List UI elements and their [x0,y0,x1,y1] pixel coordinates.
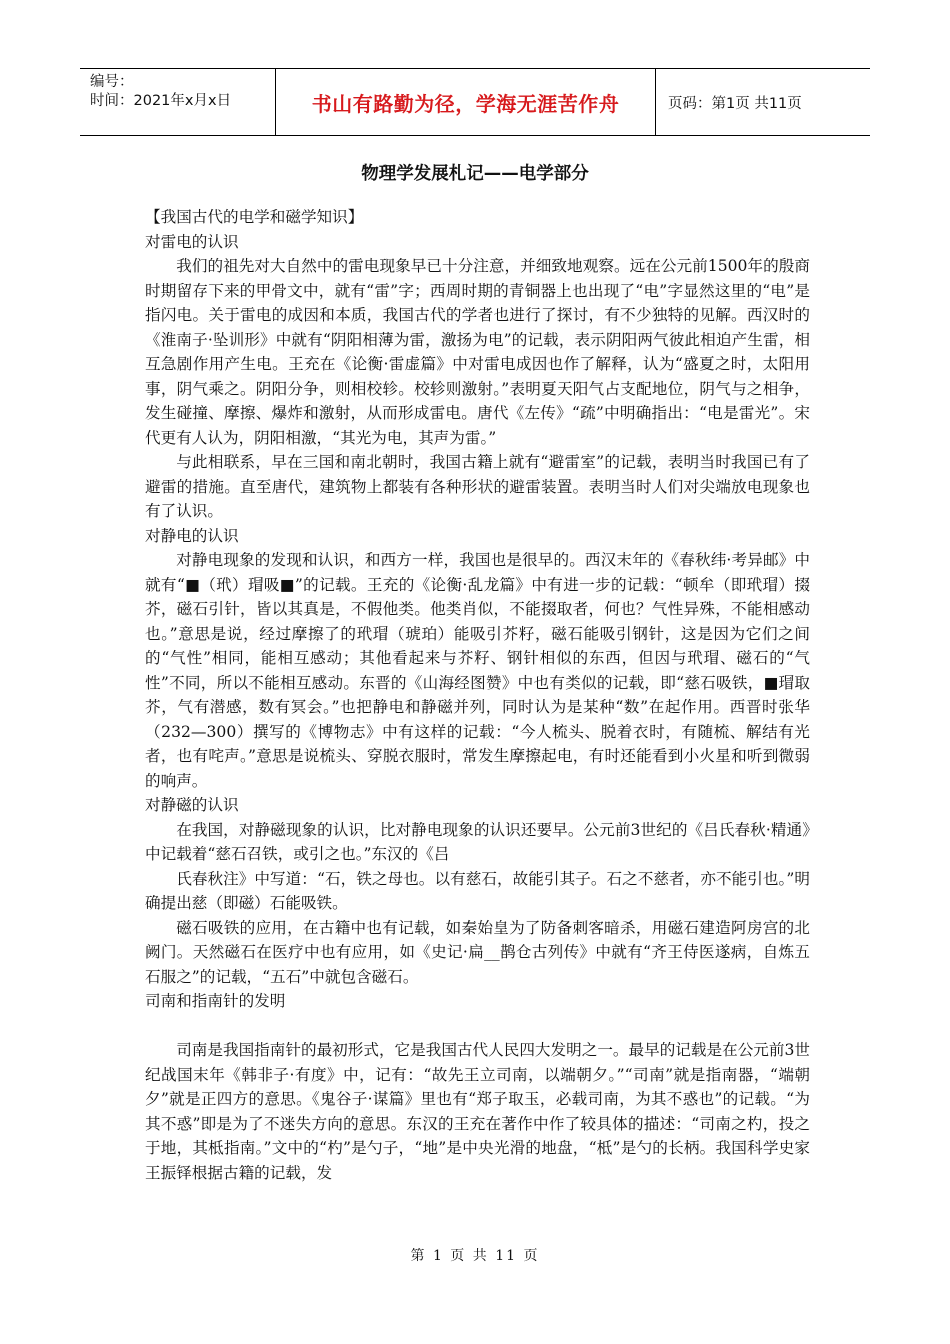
section-heading: 【我国古代的电学和磁学知识】 [145,208,364,226]
page-footer: 第 1 页 共 11 页 [410,1248,540,1264]
header-motto-cell [276,69,656,135]
document-title: 物理学发展札记——电学部分 [361,164,589,184]
body-paragraph: 司南是我国指南针的最初形式，它是我国古代人民四大发明之一。最早的记载是在公元前3世纪战国末年《韩非子·有度》中，记有：“故先王立司南，以端朝夕。”“司南”就是指南器，“端朝夕”就是正四方的意思。《鬼谷子·谋篇》里也有“郑子取玉，必载司南，为其不惑也”的记载。“为其不惑”即是为了不迷失方向的意思。东汉的王充在著作中作了较具体的描述：“司南之杓，投之于地，其柢指南。”文中的“杓”是勺子，“地”是中央光滑的地盘，“柢”是勺的长柄。我国科学史家王振铎根据古籍的记载，发 [145,1041,810,1182]
subsection-heading: 对静电的认识 [145,526,239,545]
body-paragraph: 对静电现象的发现和认识，和西方一样，我国也是很早的。西汉末年的《春秋纬·考异邮》中就有“■（玳）瑁吸■”的记载。王充的《论衡·乱龙篇》中有进一步的记载：“顿牟（即玳瑁）掇芥，磁石引针，皆以其真是，不假他类。他类肖似，不能掇取者，何也？气性异殊，不能相感动也。”意思是说，经过摩擦了的玳瑁（琥珀）能吸引芥籽，磁石能吸引钢针，这是因为它们之间的“气性”相同，能相互感动；其他看起来与芥籽、钢针相似的东西，但因与玳瑁、磁石的“气性”不同，所以不能相互感动。东晋的《山海经图赞》中也有类似的记载，即“慈石吸铁，■瑁取芥，气有潜感，数有冥会。”也把静电和静磁并列，同时认为是某种“数”在起作用。西晋时张华（232—300）撰写的《博物志》中有这样的记载：“今人梳头、脱着衣时，有随梳、解结有光者，也有咤声。”意思是说梳头、穿脱衣服时，常发生摩擦起电，有时还能看到小火星和听到微弱的响声。 [145,551,810,790]
header-meta-cell [80,69,276,135]
document-number-label: 编号： [90,74,134,90]
header-motto: 书山有路勤为径，学海无涯苦作舟 [311,91,620,116]
body-paragraph: 磁石吸铁的应用，在古籍中也有记载，如秦始皇为了防备刺客暗杀，用磁石建造阿房宫的北阙门。天然磁石在医疗中也有应用，如《史记·扁__鹊仓古列传》中就有“齐王侍医遂病，自炼五石服之”的记载，“五石”中就包含磁石。 [145,918,810,986]
body-paragraph: 我们的祖先对大自然中的雷电现象早已十分注意，并细致地观察。远在公元前1500年的殷商时期留存下来的甲骨文中，就有“雷”字；西周时期的青铜器上也出现了“电”字显然这里的“电”是指闪电。关于雷电的成因和本质，我国古代的学者也进行了探讨，有不少独特的见解。西汉时的《淮南子·坠训形》中就有“阴阳相薄为雷，激扬为电”的记载，表示阴阳两气彼此相迫产生雷，相互急剧作用产生电。王充在《论衡·雷虚篇》中对雷电成因也作了解释，认为“盛夏之时，太阳用事，阴气乘之。阴阳分争，则相校轸。校轸则激射。”表明夏天阳气占支配地位，阴气与之相争，发生碰撞、摩擦、爆炸和激射，从而形成雷电。唐代《左传》“疏”中明确指出：“电是雷光”。宋代更有人认为，阴阳相激，“其光为电，其声为雷。” [145,257,810,447]
blank-line [145,1014,810,1039]
body-paragraph: 在我国，对静磁现象的认识，比对静电现象的认识还要早。公元前3世纪的《吕氏春秋·精通》中记载着“慈石召铁，或引之也。”东汉的《吕 [145,820,810,863]
body-paragraph: 氏春秋注》中写道：“石，铁之母也。以有慈石，故能引其子。石之不慈者，亦不能引也。”明确提出慈（即磁）石能吸铁。 [145,869,810,912]
header-page-info: 页码：第1页 共11页 [668,95,802,112]
subsection-heading: 对静磁的认识 [145,796,239,814]
subsection-heading: 对雷电的认识 [145,232,239,251]
document-body [145,205,810,1185]
body-paragraph: 与此相联系，早在三国和南北朝时，我国古籍上就有“避雷室”的记载，表明当时我国已有了避雷的措施。直至唐代，建筑物上都装有各种形状的避雷装置。表明当时人们对尖端放电现象也有了认识。 [145,453,810,520]
header-table [80,68,870,136]
subsection-heading: 司南和指南针的发明 [145,992,286,1010]
document-time-label: 时间：2021年x月x日 [90,93,232,109]
